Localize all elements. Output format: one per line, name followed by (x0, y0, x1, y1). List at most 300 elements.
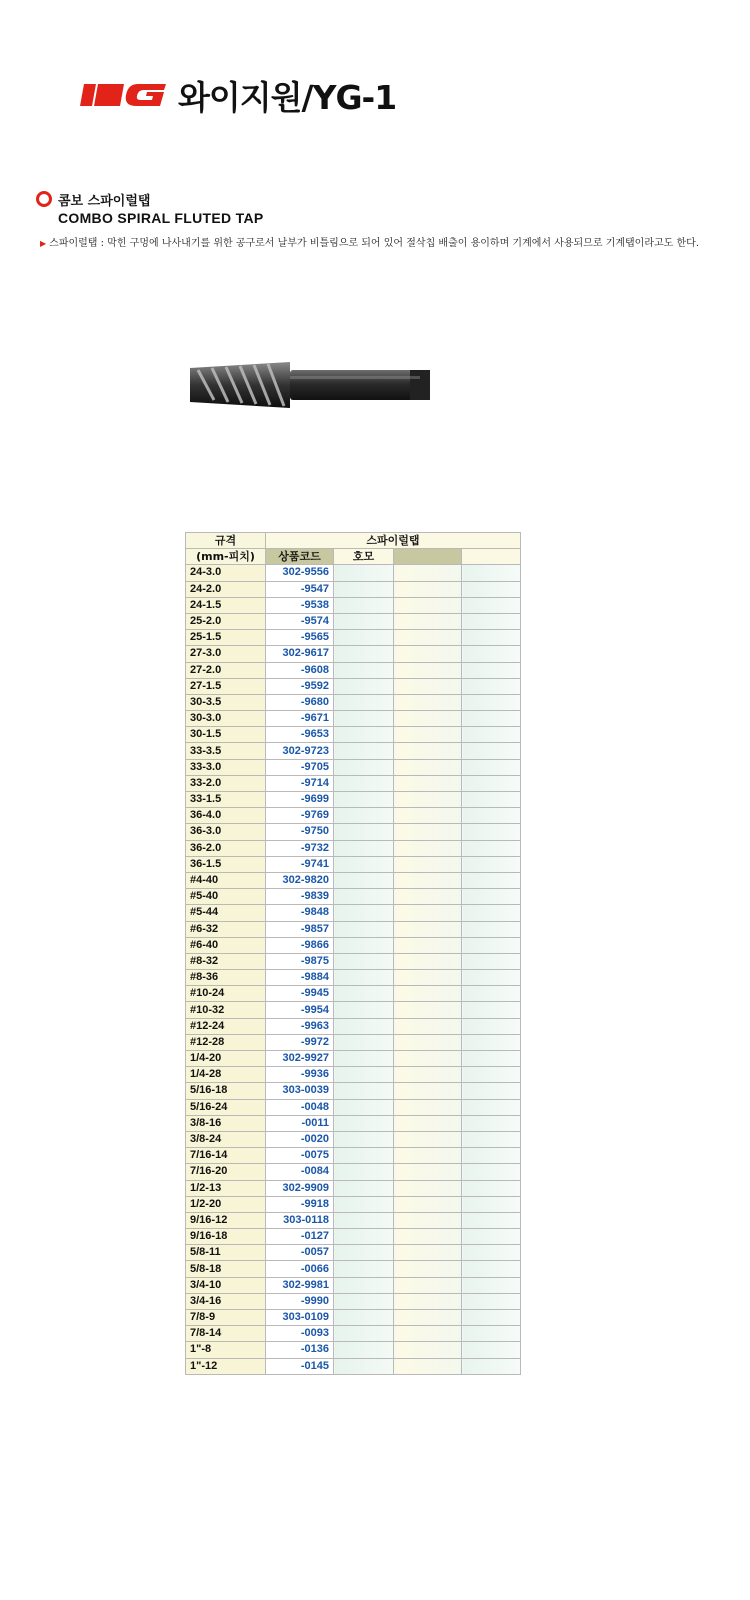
empty-cell-col2 (334, 808, 394, 824)
spec-cell: 5/16-24 (186, 1099, 266, 1115)
spec-cell: 36-1.5 (186, 856, 266, 872)
spec-table (185, 532, 521, 1375)
empty-cell-col3 (394, 1293, 462, 1309)
product-code-cell: 303-0109 (266, 1310, 334, 1326)
empty-cell-col2 (334, 759, 394, 775)
empty-cell-col2 (334, 711, 394, 727)
product-code-cell: 302-9820 (266, 872, 334, 888)
empty-cell-col3 (394, 1051, 462, 1067)
empty-cell-col3 (394, 1277, 462, 1293)
empty-cell-col3 (394, 711, 462, 727)
spec-cell: 30-1.5 (186, 727, 266, 743)
empty-cell-col3 (394, 565, 462, 581)
product-code-cell: -9741 (266, 856, 334, 872)
empty-cell-col3 (394, 1099, 462, 1115)
empty-cell-col4 (462, 872, 521, 888)
product-code-cell: -9547 (266, 581, 334, 597)
table-row (186, 711, 521, 727)
empty-cell-col3 (394, 1310, 462, 1326)
empty-cell-col3 (394, 1115, 462, 1131)
empty-cell-col4 (462, 1115, 521, 1131)
code-header: 상품코드 (266, 549, 334, 565)
spec-cell: #5-44 (186, 905, 266, 921)
table-row (186, 840, 521, 856)
empty-cell-col3 (394, 824, 462, 840)
product-code-cell: -9945 (266, 986, 334, 1002)
empty-cell-col2 (334, 1245, 394, 1261)
empty-cell-col3 (394, 986, 462, 1002)
spec-header: 규격 (186, 533, 266, 549)
table-row (186, 1034, 521, 1050)
table-row (186, 937, 521, 953)
spec-cell: 36-3.0 (186, 824, 266, 840)
empty-cell-col2 (334, 953, 394, 969)
empty-cell-col3 (394, 856, 462, 872)
empty-cell-col4 (462, 1277, 521, 1293)
empty-cell-col2 (334, 1196, 394, 1212)
product-code-cell: -9918 (266, 1196, 334, 1212)
product-code-cell: 302-9556 (266, 565, 334, 581)
spec-cell: 1/4-28 (186, 1067, 266, 1083)
table-row (186, 1148, 521, 1164)
product-code-cell: -9714 (266, 775, 334, 791)
empty-cell-col3 (394, 1180, 462, 1196)
empty-cell-col2 (334, 1083, 394, 1099)
table-row (186, 694, 521, 710)
empty-cell-col3 (394, 597, 462, 613)
empty-cell-col4 (462, 986, 521, 1002)
product-code-cell: 302-9909 (266, 1180, 334, 1196)
table-row (186, 727, 521, 743)
spec-cell: 1/4-20 (186, 1051, 266, 1067)
product-code-cell: -9857 (266, 921, 334, 937)
spec-cell: 5/8-11 (186, 1245, 266, 1261)
empty-cell-col3 (394, 1018, 462, 1034)
spec-cell: 3/8-24 (186, 1131, 266, 1147)
empty-cell-col4 (462, 921, 521, 937)
spec-cell: 33-2.0 (186, 775, 266, 791)
empty-cell-col2 (334, 1115, 394, 1131)
spec-cell: 30-3.0 (186, 711, 266, 727)
empty-cell-col2 (334, 1148, 394, 1164)
table-row (186, 630, 521, 646)
product-code-cell: -9936 (266, 1067, 334, 1083)
empty-cell-col4 (462, 937, 521, 953)
spec-cell: 5/16-18 (186, 1083, 266, 1099)
section-title-en: COMBO SPIRAL FLUTED TAP (58, 210, 264, 226)
product-code-cell: -9875 (266, 953, 334, 969)
table-row (186, 759, 521, 775)
empty-cell-col2 (334, 581, 394, 597)
yg-logo-icon (80, 75, 170, 115)
empty-cell-col2 (334, 1310, 394, 1326)
empty-cell-col3 (394, 937, 462, 953)
empty-cell-col2 (334, 986, 394, 1002)
spec-cell: 25-2.0 (186, 613, 266, 629)
empty-cell-col3 (394, 743, 462, 759)
empty-cell-col3 (394, 905, 462, 921)
empty-cell-col2 (334, 630, 394, 646)
empty-cell-col4 (462, 1180, 521, 1196)
empty-cell-col2 (334, 1293, 394, 1309)
spec-cell: 36-2.0 (186, 840, 266, 856)
table-row (186, 1277, 521, 1293)
spec-cell: 27-3.0 (186, 646, 266, 662)
section-description (40, 234, 699, 249)
red-circle-bullet-icon (36, 191, 52, 207)
empty-cell-col2 (334, 727, 394, 743)
table-row (186, 1051, 521, 1067)
spec-cell: 9/16-18 (186, 1229, 266, 1245)
empty-cell-col2 (334, 1261, 394, 1277)
empty-cell-col4 (462, 1148, 521, 1164)
empty-cell-col3 (394, 1245, 462, 1261)
table-row (186, 1083, 521, 1099)
product-code-cell: -9750 (266, 824, 334, 840)
empty-cell-col2 (334, 1326, 394, 1342)
product-code-cell: -0145 (266, 1358, 334, 1374)
empty-cell-col3 (394, 921, 462, 937)
empty-cell-col3 (394, 808, 462, 824)
empty-cell-col4 (462, 1002, 521, 1018)
empty-cell-col4 (462, 824, 521, 840)
empty-cell-col3 (394, 1131, 462, 1147)
empty-cell-col3 (394, 630, 462, 646)
empty-cell-col4 (462, 1358, 521, 1374)
spec-cell: 30-3.5 (186, 694, 266, 710)
product-code-cell: -9848 (266, 905, 334, 921)
empty-cell-col3 (394, 694, 462, 710)
empty-cell-col3 (394, 662, 462, 678)
spec-cell: 3/4-16 (186, 1293, 266, 1309)
spec-cell: 3/8-16 (186, 1115, 266, 1131)
table-row (186, 953, 521, 969)
table-row (186, 1180, 521, 1196)
product-code-cell: -9671 (266, 711, 334, 727)
product-code-cell: -9574 (266, 613, 334, 629)
product-code-cell: -9866 (266, 937, 334, 953)
spec-cell: 25-1.5 (186, 630, 266, 646)
spec-cell: #10-32 (186, 1002, 266, 1018)
product-code-cell: 303-0118 (266, 1212, 334, 1228)
spec-cell: 1/2-20 (186, 1196, 266, 1212)
table-row (186, 872, 521, 888)
spec-cell: #12-28 (186, 1034, 266, 1050)
table-row (186, 1067, 521, 1083)
empty-cell-col3 (394, 775, 462, 791)
table-row (186, 1229, 521, 1245)
spec-cell: 24-1.5 (186, 597, 266, 613)
table-row (186, 905, 521, 921)
empty-cell-col2 (334, 1277, 394, 1293)
product-code-cell: -0127 (266, 1229, 334, 1245)
spec-cell: 9/16-12 (186, 1212, 266, 1228)
empty-cell-col4 (462, 970, 521, 986)
empty-cell-col2 (334, 1229, 394, 1245)
spec-cell: 33-3.0 (186, 759, 266, 775)
empty-cell-col4 (462, 1099, 521, 1115)
empty-cell-col2 (334, 646, 394, 662)
product-code-cell: -0084 (266, 1164, 334, 1180)
empty-cell-col3 (394, 1083, 462, 1099)
empty-cell-col3 (394, 1196, 462, 1212)
empty-cell-col3 (394, 581, 462, 597)
empty-cell-col2 (334, 1131, 394, 1147)
empty-cell-col4 (462, 1067, 521, 1083)
product-code-cell: -9732 (266, 840, 334, 856)
table-row (186, 1310, 521, 1326)
table-row (186, 662, 521, 678)
product-code-cell: -0057 (266, 1245, 334, 1261)
product-code-cell: -0048 (266, 1099, 334, 1115)
empty-cell-col4 (462, 953, 521, 969)
spec-cell: #6-32 (186, 921, 266, 937)
product-code-cell: -9884 (266, 970, 334, 986)
empty-cell-col4 (462, 808, 521, 824)
empty-cell-col3 (394, 1212, 462, 1228)
empty-cell-col3 (394, 613, 462, 629)
empty-cell-col2 (334, 1358, 394, 1374)
product-code-cell: -9592 (266, 678, 334, 694)
spec-cell: 33-1.5 (186, 792, 266, 808)
empty-cell-col4 (462, 1164, 521, 1180)
description-text: 스파이럴탭 : 막힌 구멍에 나사내기를 위한 공구로서 날부가 비틀림으로 되어 있어 절삭칩 배출이 용이하며 기계에서 사용되므로 기계탭이라고도 한다. (49, 238, 700, 249)
empty-cell-col2 (334, 743, 394, 759)
product-code-cell: -9705 (266, 759, 334, 775)
table-row (186, 1164, 521, 1180)
empty-cell-col4 (462, 889, 521, 905)
empty-cell-col2 (334, 565, 394, 581)
product-code-cell: -9972 (266, 1034, 334, 1050)
empty-cell-col2 (334, 1099, 394, 1115)
spiral-tap-header: 스파이럴탭 (266, 533, 521, 549)
empty-cell-col2 (334, 921, 394, 937)
table-row (186, 1245, 521, 1261)
empty-cell-col3 (394, 970, 462, 986)
empty-cell-col2 (334, 824, 394, 840)
empty-cell-col3 (394, 953, 462, 969)
product-code-cell: -9963 (266, 1018, 334, 1034)
table-row (186, 1342, 521, 1358)
empty-cell-col2 (334, 1067, 394, 1083)
table-row (186, 1261, 521, 1277)
spec-table-body (186, 565, 521, 1374)
brand-name: 와이지원/YG-1 (178, 77, 397, 117)
spec-unit-header: (mm-피치) (186, 549, 266, 565)
brand-header (80, 72, 396, 118)
empty-cell-col2 (334, 678, 394, 694)
empty-cell-col2 (334, 792, 394, 808)
spec-cell: 1"-8 (186, 1342, 266, 1358)
empty-header-col4 (462, 549, 521, 565)
product-code-cell: 302-9927 (266, 1051, 334, 1067)
table-row (186, 1002, 521, 1018)
empty-cell-col4 (462, 759, 521, 775)
table-row (186, 856, 521, 872)
empty-cell-col3 (394, 678, 462, 694)
table-row (186, 646, 521, 662)
table-row (186, 1293, 521, 1309)
empty-header-col3 (394, 549, 462, 565)
empty-cell-col4 (462, 1326, 521, 1342)
empty-cell-col2 (334, 613, 394, 629)
empty-cell-col4 (462, 1083, 521, 1099)
empty-cell-col4 (462, 1131, 521, 1147)
empty-cell-col2 (334, 1212, 394, 1228)
empty-cell-col4 (462, 727, 521, 743)
empty-cell-col3 (394, 1067, 462, 1083)
empty-cell-col4 (462, 1229, 521, 1245)
empty-cell-col2 (334, 694, 394, 710)
product-code-cell: -0075 (266, 1148, 334, 1164)
empty-cell-col4 (462, 694, 521, 710)
product-code-cell: -9608 (266, 662, 334, 678)
empty-cell-col2 (334, 889, 394, 905)
empty-cell-col4 (462, 646, 521, 662)
empty-cell-col4 (462, 1034, 521, 1050)
spec-cell: 33-3.5 (186, 743, 266, 759)
arrow-bullet-icon: ▶ (40, 239, 47, 248)
spec-cell: 7/16-20 (186, 1164, 266, 1180)
spec-cell: #8-36 (186, 970, 266, 986)
empty-cell-col4 (462, 1293, 521, 1309)
empty-cell-col3 (394, 1358, 462, 1374)
table-row (186, 1018, 521, 1034)
empty-cell-col3 (394, 1034, 462, 1050)
empty-cell-col2 (334, 1180, 394, 1196)
empty-cell-col2 (334, 662, 394, 678)
spec-cell: 24-2.0 (186, 581, 266, 597)
spec-cell: 1"-12 (186, 1358, 266, 1374)
table-row (186, 775, 521, 791)
empty-cell-col4 (462, 1196, 521, 1212)
empty-cell-col2 (334, 1342, 394, 1358)
empty-cell-col4 (462, 840, 521, 856)
empty-cell-col4 (462, 905, 521, 921)
empty-cell-col4 (462, 597, 521, 613)
empty-cell-col2 (334, 1002, 394, 1018)
spec-cell: 3/4-10 (186, 1277, 266, 1293)
empty-cell-col4 (462, 711, 521, 727)
spec-cell: 36-4.0 (186, 808, 266, 824)
empty-cell-col4 (462, 630, 521, 646)
empty-cell-col4 (462, 856, 521, 872)
empty-cell-col4 (462, 792, 521, 808)
empty-cell-col2 (334, 1164, 394, 1180)
empty-cell-col4 (462, 1342, 521, 1358)
empty-cell-col3 (394, 727, 462, 743)
empty-cell-col2 (334, 872, 394, 888)
empty-cell-col3 (394, 792, 462, 808)
empty-cell-col2 (334, 970, 394, 986)
spec-cell: #10-24 (186, 986, 266, 1002)
spec-cell: #8-32 (186, 953, 266, 969)
spec-cell: #5-40 (186, 889, 266, 905)
spec-cell: 5/8-18 (186, 1261, 266, 1277)
hosu-header: 호모 (334, 549, 394, 565)
table-row (186, 613, 521, 629)
section-title-ko: 콤보 스파이럴탭 (58, 194, 151, 209)
empty-cell-col4 (462, 581, 521, 597)
empty-cell-col2 (334, 1034, 394, 1050)
empty-cell-col3 (394, 1164, 462, 1180)
empty-cell-col4 (462, 662, 521, 678)
product-code-cell: -9699 (266, 792, 334, 808)
empty-cell-col2 (334, 905, 394, 921)
product-code-cell: -9839 (266, 889, 334, 905)
empty-cell-col3 (394, 1002, 462, 1018)
product-code-cell: -0093 (266, 1326, 334, 1342)
empty-cell-col3 (394, 840, 462, 856)
empty-cell-col3 (394, 1342, 462, 1358)
empty-cell-col3 (394, 1261, 462, 1277)
spiral-tap-product-image (140, 300, 560, 450)
table-row (186, 970, 521, 986)
product-code-cell: -9769 (266, 808, 334, 824)
product-code-cell: -0020 (266, 1131, 334, 1147)
table-row (186, 1099, 521, 1115)
table-row (186, 565, 521, 581)
empty-cell-col3 (394, 646, 462, 662)
product-code-cell: -0011 (266, 1115, 334, 1131)
empty-cell-col4 (462, 1261, 521, 1277)
table-row (186, 597, 521, 613)
empty-cell-col2 (334, 840, 394, 856)
empty-cell-col4 (462, 678, 521, 694)
empty-cell-col2 (334, 856, 394, 872)
table-row (186, 1212, 521, 1228)
spec-cell: 27-2.0 (186, 662, 266, 678)
spec-cell: 7/16-14 (186, 1148, 266, 1164)
spec-cell: 24-3.0 (186, 565, 266, 581)
spec-cell: 7/8-14 (186, 1326, 266, 1342)
product-code-cell: -0136 (266, 1342, 334, 1358)
empty-cell-col4 (462, 743, 521, 759)
table-row (186, 1196, 521, 1212)
empty-cell-col4 (462, 1212, 521, 1228)
table-row (186, 1358, 521, 1374)
empty-cell-col4 (462, 1018, 521, 1034)
product-code-cell: 302-9617 (266, 646, 334, 662)
table-row (186, 1115, 521, 1131)
product-code-cell: -9565 (266, 630, 334, 646)
spec-cell: #6-40 (186, 937, 266, 953)
product-code-cell: 302-9723 (266, 743, 334, 759)
spec-cell: 7/8-9 (186, 1310, 266, 1326)
product-code-cell: -0066 (266, 1261, 334, 1277)
empty-cell-col3 (394, 1229, 462, 1245)
table-row (186, 792, 521, 808)
table-row (186, 921, 521, 937)
product-code-cell: -9954 (266, 1002, 334, 1018)
empty-cell-col4 (462, 775, 521, 791)
empty-cell-col3 (394, 872, 462, 888)
table-header-row (186, 533, 521, 549)
spec-cell: 1/2-13 (186, 1180, 266, 1196)
empty-cell-col2 (334, 1018, 394, 1034)
table-row (186, 581, 521, 597)
empty-cell-col3 (394, 759, 462, 775)
empty-cell-col4 (462, 565, 521, 581)
table-row (186, 824, 521, 840)
empty-cell-col4 (462, 1051, 521, 1067)
product-code-cell: 302-9981 (266, 1277, 334, 1293)
product-code-cell: -9538 (266, 597, 334, 613)
empty-cell-col3 (394, 1148, 462, 1164)
table-row (186, 889, 521, 905)
table-row (186, 1326, 521, 1342)
empty-cell-col3 (394, 1326, 462, 1342)
